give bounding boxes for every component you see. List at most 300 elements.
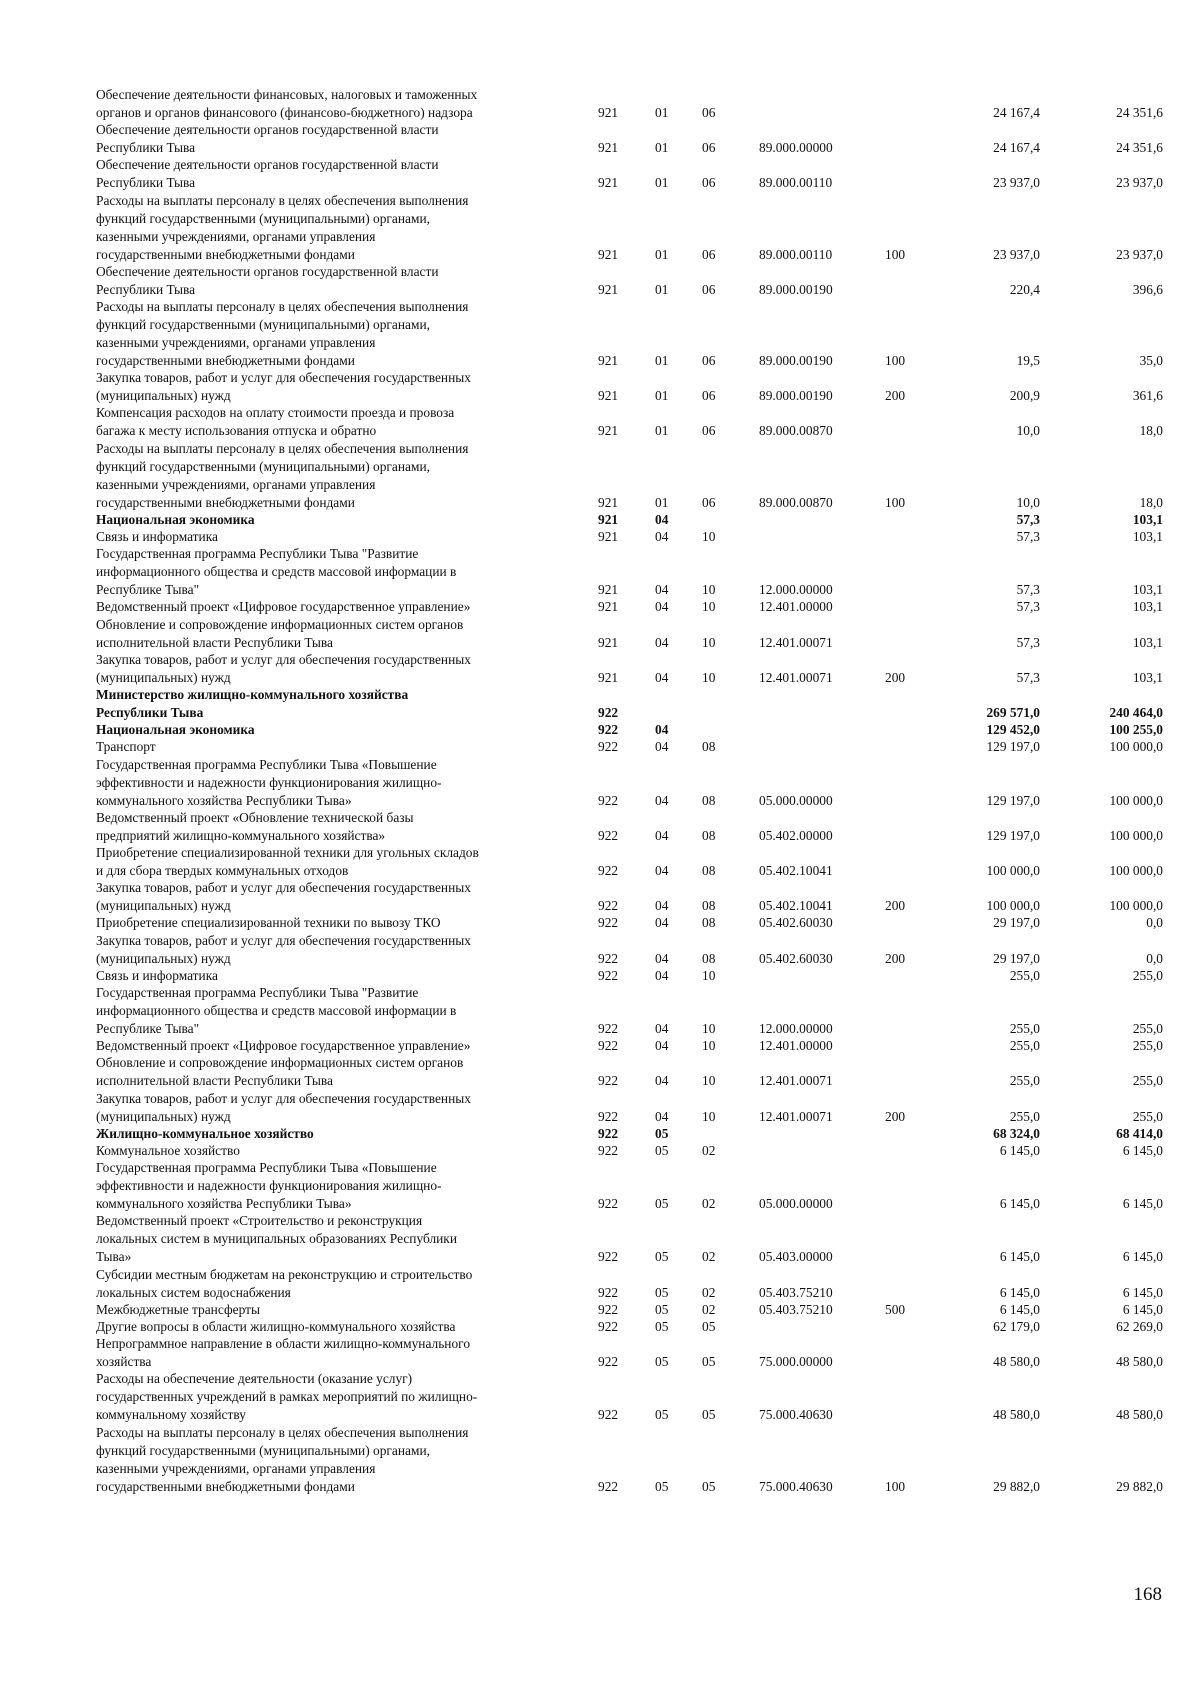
- row-amount-year-1: 29 882,0: [993, 1478, 1040, 1494]
- row-subsection-code: 10: [702, 1108, 716, 1124]
- row-grbs-code: 922: [598, 1196, 619, 1212]
- row-subsection-code: 05: [702, 1354, 716, 1370]
- row-section-code: 04: [655, 722, 669, 738]
- row-section-code: 04: [655, 792, 669, 808]
- row-amount-year-2: 103,1: [1132, 511, 1163, 527]
- row-section-code: 01: [655, 246, 669, 262]
- row-subsection-code: 10: [702, 634, 716, 650]
- row-section-code: 04: [655, 950, 669, 966]
- row-subsection-code: 08: [702, 950, 716, 966]
- row-target-article-code: 89.000.00190: [759, 353, 833, 368]
- row-amount-year-1: 48 580,0: [993, 1407, 1040, 1423]
- table-row: [0, 156, 1200, 192]
- row-target-article-code: 75.000.40630: [759, 1478, 833, 1494]
- row-target-article-code: 75.000.00000: [759, 1354, 833, 1370]
- row-grbs-code: 922: [598, 705, 619, 720]
- row-subsection-code: 08: [702, 915, 716, 931]
- row-amount-year-2: 100 000,0: [1109, 792, 1163, 808]
- row-amount-year-1: 255,0: [1009, 1021, 1040, 1036]
- row-grbs-code: 921: [598, 494, 619, 510]
- row-amount-year-1: 6 145,0: [999, 1301, 1040, 1317]
- row-amount-year-1: 57,3: [1016, 634, 1040, 650]
- row-subsection-code: 02: [702, 1249, 716, 1265]
- table-row: [0, 1054, 1200, 1090]
- row-name: Национальная экономика: [96, 511, 255, 527]
- row-subsection-code: 10: [702, 967, 716, 983]
- row-name: Закупка товаров, работ и услуг для обеспечения государственных (муниципальных) нужд: [96, 932, 471, 966]
- row-section-code: 05: [655, 1478, 669, 1494]
- row-amount-year-1: 129 452,0: [986, 722, 1040, 738]
- row-amount-year-2: 255,0: [1132, 1073, 1163, 1089]
- row-section-code: 04: [655, 511, 669, 527]
- row-amount-year-2: 240 464,0: [1109, 705, 1163, 720]
- table-row: [0, 440, 1200, 512]
- row-amount-year-2: 24 351,6: [1116, 105, 1163, 120]
- row-subsection-code: 06: [702, 105, 716, 120]
- row-amount-year-1: 100 000,0: [986, 898, 1040, 914]
- row-grbs-code: 922: [598, 863, 619, 878]
- row-subsection-code: 08: [702, 739, 716, 755]
- row-expense-type-code: 200: [885, 388, 906, 404]
- table-row: [0, 721, 1200, 739]
- row-target-article-code: 05.000.00000: [759, 792, 833, 808]
- row-target-article-code: 12.401.00000: [759, 1038, 833, 1054]
- row-expense-type-code: 200: [885, 898, 906, 914]
- row-subsection-code: 02: [702, 1301, 716, 1317]
- table-row: [0, 1335, 1200, 1371]
- row-grbs-code: 922: [598, 1125, 619, 1141]
- row-section-code: 04: [655, 863, 669, 878]
- row-name: Жилищно-коммунальное хозяйство: [96, 1125, 314, 1141]
- row-section-code: 05: [655, 1284, 669, 1300]
- row-amount-year-1: 24 167,4: [993, 140, 1040, 156]
- row-name: Обновление и сопровождение информационных систем органов исполнительной власти Республики Тыва: [96, 1055, 464, 1089]
- row-name: Государственная программа Республики Тыва «Повышение эффективности и надежности функционирования жилищно- коммунального хозяйства Республики Тыва»: [96, 756, 442, 808]
- row-amount-year-1: 10,0: [1016, 494, 1040, 510]
- row-subsection-code: 10: [702, 1038, 716, 1054]
- table-row: [0, 404, 1200, 440]
- row-grbs-code: 922: [598, 915, 619, 931]
- table-row: [0, 1142, 1200, 1160]
- row-target-article-code: 89.000.00110: [759, 175, 833, 191]
- table-row: [0, 756, 1200, 810]
- row-target-article-code: 05.403.75210: [759, 1284, 833, 1300]
- row-grbs-code: 921: [598, 599, 619, 615]
- row-amount-year-2: 48 580,0: [1116, 1354, 1163, 1370]
- row-name: Ведомственный проект «Обновление технической базы предприятий жилищно-коммунального хозяйства»: [96, 809, 414, 843]
- row-section-code: 01: [655, 140, 669, 156]
- row-subsection-code: 10: [702, 582, 716, 598]
- row-subsection-code: 05: [702, 1407, 716, 1423]
- row-subsection-code: 08: [702, 863, 716, 878]
- row-subsection-code: 06: [702, 140, 716, 156]
- table-row: [0, 192, 1200, 264]
- row-grbs-code: 922: [598, 1143, 619, 1158]
- table-row: [0, 1301, 1200, 1319]
- row-expense-type-code: 200: [885, 950, 906, 966]
- row-section-code: 05: [655, 1319, 669, 1334]
- row-name: Расходы на выплаты персоналу в целях обеспечения выполнения функций государственными (муниципальными) органами, казенными учреждениями, органами управления государственными внебюджетными фондами: [96, 1424, 469, 1494]
- row-name: Субсидии местным бюджетам на реконструкцию и строительство локальных систем водоснабжения: [96, 1266, 473, 1300]
- table-row: [0, 511, 1200, 529]
- row-grbs-code: 921: [598, 246, 619, 262]
- page-number: 168: [1133, 1584, 1162, 1605]
- row-target-article-code: 05.402.60030: [759, 915, 833, 931]
- row-name: Обеспечение деятельности органов государственной власти Республики Тыва: [96, 122, 439, 156]
- row-grbs-code: 922: [598, 967, 619, 983]
- row-section-code: 04: [655, 582, 669, 598]
- row-section-code: 05: [655, 1125, 669, 1141]
- row-target-article-code: 12.000.00000: [759, 582, 833, 598]
- row-grbs-code: 921: [598, 634, 619, 650]
- row-name: Ведомственный проект «Строительство и реконструкция локальных систем в муниципальных образованиях Республики Тыва»: [96, 1213, 457, 1265]
- row-amount-year-2: 24 351,6: [1116, 140, 1163, 156]
- row-amount-year-2: 255,0: [1132, 1021, 1163, 1036]
- row-section-code: 01: [655, 353, 669, 368]
- row-grbs-code: 921: [598, 423, 619, 439]
- row-amount-year-1: 6 145,0: [999, 1196, 1040, 1212]
- row-subsection-code: 10: [702, 529, 716, 544]
- row-amount-year-2: 0,0: [1146, 950, 1163, 966]
- row-section-code: 05: [655, 1407, 669, 1423]
- table-row: [0, 1266, 1200, 1302]
- row-expense-type-code: 100: [885, 353, 906, 368]
- row-expense-type-code: 200: [885, 669, 906, 685]
- row-amount-year-2: 6 145,0: [1122, 1249, 1163, 1265]
- row-subsection-code: 02: [702, 1284, 716, 1300]
- row-name: Расходы на обеспечение деятельности (оказание услуг) государственных учреждений в рамках мероприятий по жилищно- коммунальному хозяйству: [96, 1371, 478, 1423]
- row-amount-year-1: 269 571,0: [986, 705, 1040, 720]
- row-amount-year-2: 255,0: [1132, 967, 1163, 983]
- row-amount-year-2: 100 255,0: [1109, 722, 1163, 738]
- row-amount-year-1: 68 324,0: [993, 1125, 1040, 1141]
- row-section-code: 01: [655, 175, 669, 191]
- row-target-article-code: 05.403.00000: [759, 1249, 833, 1265]
- row-name: Обеспечение деятельности органов государственной власти Республики Тыва: [96, 157, 439, 191]
- row-subsection-code: 08: [702, 827, 716, 843]
- row-name: Связь и информатика: [96, 967, 218, 983]
- row-section-code: 04: [655, 634, 669, 650]
- row-amount-year-2: 396,6: [1132, 281, 1163, 297]
- row-amount-year-1: 23 937,0: [993, 246, 1040, 262]
- row-amount-year-2: 35,0: [1139, 353, 1163, 368]
- row-expense-type-code: 100: [885, 246, 906, 262]
- row-amount-year-2: 0,0: [1146, 915, 1163, 931]
- row-name: Расходы на выплаты персоналу в целях обеспечения выполнения функций государственными (муниципальными) органами, казенными учреждениями, органами управления государственными внебюджетными фондами: [96, 440, 469, 510]
- row-grbs-code: 922: [598, 827, 619, 843]
- table-row: [0, 1090, 1200, 1126]
- row-amount-year-1: 48 580,0: [993, 1354, 1040, 1370]
- row-name: Приобретение специализированной техники для угольных складов и для сбора твердых коммунальных отходов: [96, 845, 479, 878]
- row-section-code: 04: [655, 915, 669, 931]
- row-grbs-code: 922: [598, 1038, 619, 1054]
- row-grbs-code: 922: [598, 1354, 619, 1370]
- row-grbs-code: 922: [598, 739, 619, 755]
- table-row: [0, 879, 1200, 915]
- row-target-article-code: 12.401.00071: [759, 1108, 833, 1124]
- table-row: [0, 616, 1200, 652]
- row-name: Министерство жилищно-коммунального хозяйства Республики Тыва: [96, 687, 409, 720]
- table-row: [0, 86, 1200, 122]
- row-target-article-code: 05.402.60030: [759, 950, 833, 966]
- row-name: Закупка товаров, работ и услуг для обеспечения государственных (муниципальных) нужд: [96, 370, 471, 404]
- row-amount-year-1: 220,4: [1009, 281, 1040, 297]
- row-name: Обеспечение деятельности органов государственной власти Республики Тыва: [96, 263, 439, 297]
- row-grbs-code: 921: [598, 105, 619, 120]
- row-subsection-code: 06: [702, 246, 716, 262]
- row-amount-year-1: 255,0: [1009, 1073, 1040, 1089]
- row-amount-year-1: 62 179,0: [993, 1319, 1040, 1334]
- row-section-code: 04: [655, 898, 669, 914]
- row-amount-year-1: 255,0: [1009, 1108, 1040, 1124]
- table-row: [0, 1037, 1200, 1055]
- row-subsection-code: 06: [702, 423, 716, 439]
- row-section-code: 05: [655, 1196, 669, 1212]
- row-grbs-code: 922: [598, 722, 619, 738]
- table-row: [0, 738, 1200, 756]
- row-name: Закупка товаров, работ и услуг для обеспечения государственных (муниципальных) нужд: [96, 651, 471, 685]
- row-amount-year-2: 68 414,0: [1116, 1125, 1163, 1141]
- row-amount-year-2: 100 000,0: [1109, 827, 1163, 843]
- row-amount-year-1: 6 145,0: [999, 1249, 1040, 1265]
- table-row: [0, 1424, 1200, 1496]
- row-name: Ведомственный проект «Цифровое государственное управление»: [96, 1038, 471, 1054]
- row-subsection-code: 06: [702, 353, 716, 368]
- row-subsection-code: 06: [702, 494, 716, 510]
- row-target-article-code: 89.000.00190: [759, 388, 833, 404]
- row-target-article-code: 05.402.10041: [759, 863, 833, 878]
- row-expense-type-code: 100: [885, 494, 906, 510]
- row-name: Национальная экономика: [96, 722, 255, 738]
- row-expense-type-code: 200: [885, 1108, 906, 1124]
- row-target-article-code: 05.402.10041: [759, 898, 833, 914]
- row-name: Непрограммное направление в области жилищно-коммунального хозяйства: [96, 1336, 471, 1370]
- row-subsection-code: 06: [702, 281, 716, 297]
- table-row: [0, 984, 1200, 1038]
- row-amount-year-2: 62 269,0: [1116, 1319, 1163, 1334]
- row-grbs-code: 922: [598, 1021, 619, 1036]
- row-name: Обновление и сопровождение информационных систем органов исполнительной власти Республики Тыва: [96, 616, 464, 650]
- row-section-code: 05: [655, 1249, 669, 1265]
- row-amount-year-2: 100 000,0: [1109, 898, 1163, 914]
- row-grbs-code: 922: [598, 1478, 619, 1494]
- row-amount-year-2: 100 000,0: [1109, 739, 1163, 755]
- row-amount-year-2: 6 145,0: [1122, 1196, 1163, 1212]
- row-grbs-code: 921: [598, 140, 619, 156]
- row-amount-year-2: 103,1: [1132, 529, 1163, 544]
- table-row: [0, 914, 1200, 932]
- row-target-article-code: 89.000.00870: [759, 494, 833, 510]
- row-name: Компенсация расходов на оплату стоимости проезда и провоза багажа к месту использования отпуска и обратно: [96, 405, 455, 439]
- row-amount-year-1: 10,0: [1016, 423, 1040, 439]
- row-section-code: 01: [655, 105, 669, 120]
- row-amount-year-2: 103,1: [1132, 582, 1163, 598]
- row-grbs-code: 922: [598, 792, 619, 808]
- row-amount-year-1: 200,9: [1009, 388, 1040, 404]
- row-name: Коммунальное хозяйство: [96, 1143, 240, 1158]
- row-amount-year-2: 103,1: [1132, 669, 1163, 685]
- row-amount-year-1: 255,0: [1009, 1038, 1040, 1054]
- row-target-article-code: 12.401.00000: [759, 599, 833, 615]
- table-row: [0, 528, 1200, 546]
- row-amount-year-1: 129 197,0: [986, 827, 1040, 843]
- row-amount-year-2: 255,0: [1132, 1108, 1163, 1124]
- row-section-code: 04: [655, 827, 669, 843]
- table-row: [0, 1159, 1200, 1213]
- row-amount-year-2: 361,6: [1132, 388, 1163, 404]
- row-section-code: 01: [655, 281, 669, 297]
- row-subsection-code: 06: [702, 388, 716, 404]
- table-row: [0, 809, 1200, 845]
- row-section-code: 04: [655, 1038, 669, 1054]
- table-row: [0, 651, 1200, 687]
- row-amount-year-2: 6 145,0: [1122, 1301, 1163, 1317]
- row-grbs-code: 922: [598, 898, 619, 914]
- row-section-code: 01: [655, 388, 669, 404]
- row-amount-year-2: 23 937,0: [1116, 175, 1163, 191]
- table-row: [0, 932, 1200, 968]
- row-grbs-code: 921: [598, 353, 619, 368]
- table-row: [0, 686, 1200, 722]
- row-amount-year-1: 29 197,0: [993, 915, 1040, 931]
- row-amount-year-1: 29 197,0: [993, 950, 1040, 966]
- row-amount-year-1: 24 167,4: [993, 105, 1040, 120]
- row-grbs-code: 921: [598, 281, 619, 297]
- row-name: Государственная программа Республики Тыва "Развитие информационного общества и средств массовой информации в Республике Тыва": [96, 546, 457, 598]
- row-target-article-code: 75.000.40630: [759, 1407, 833, 1423]
- row-section-code: 04: [655, 599, 669, 615]
- row-grbs-code: 922: [598, 1319, 619, 1334]
- row-name: Расходы на выплаты персоналу в целях обеспечения выполнения функций государственными (муниципальными) органами, казенными учреждениями, органами управления государственными внебюджетными фондами: [96, 299, 469, 368]
- row-grbs-code: 922: [598, 1284, 619, 1300]
- row-grbs-code: 922: [598, 1108, 619, 1124]
- row-name: Транспорт: [96, 739, 156, 755]
- row-target-article-code: 89.000.00000: [759, 140, 833, 156]
- table-row: [0, 1318, 1200, 1336]
- row-target-article-code: 89.000.00870: [759, 423, 833, 439]
- row-grbs-code: 921: [598, 529, 619, 544]
- row-amount-year-1: 100 000,0: [986, 863, 1040, 878]
- table-row: [0, 121, 1200, 157]
- row-target-article-code: 05.402.00000: [759, 827, 833, 843]
- row-subsection-code: 10: [702, 1021, 716, 1036]
- row-section-code: 05: [655, 1354, 669, 1370]
- row-grbs-code: 921: [598, 388, 619, 404]
- row-amount-year-1: 57,3: [1016, 599, 1040, 615]
- row-section-code: 04: [655, 1021, 669, 1036]
- row-name: Государственная программа Республики Тыва "Развитие информационного общества и средств массовой информации в Республике Тыва": [96, 985, 457, 1036]
- row-amount-year-2: 18,0: [1139, 494, 1163, 510]
- row-grbs-code: 922: [598, 1249, 619, 1265]
- row-section-code: 04: [655, 739, 669, 755]
- row-amount-year-1: 57,3: [1016, 511, 1040, 527]
- row-target-article-code: 12.401.00071: [759, 634, 833, 650]
- row-name: Государственная программа Республики Тыва «Повышение эффективности и надежности функционирования жилищно- коммунального хозяйства Республики Тыва»: [96, 1160, 442, 1212]
- table-row: [0, 1212, 1200, 1266]
- table-row: [0, 369, 1200, 405]
- row-grbs-code: 921: [598, 511, 619, 527]
- row-subsection-code: 10: [702, 599, 716, 615]
- row-amount-year-2: 255,0: [1132, 1038, 1163, 1054]
- row-name: Приобретение специализированной техники по вывозу ТКО: [96, 915, 441, 931]
- row-amount-year-2: 6 145,0: [1122, 1284, 1163, 1300]
- row-subsection-code: 06: [702, 175, 716, 191]
- table-row: [0, 598, 1200, 616]
- row-amount-year-1: 6 145,0: [999, 1284, 1040, 1300]
- row-amount-year-1: 57,3: [1016, 529, 1040, 544]
- row-subsection-code: 05: [702, 1319, 716, 1334]
- row-name: Расходы на выплаты персоналу в целях обеспечения выполнения функций государственными (муниципальными) органами, казенными учреждениями, органами управления государственными внебюджетными фондами: [96, 192, 469, 262]
- row-name: Закупка товаров, работ и услуг для обеспечения государственных (муниципальных) нужд: [96, 1090, 471, 1124]
- table-row: [0, 545, 1200, 599]
- row-grbs-code: 921: [598, 175, 619, 191]
- row-name: Межбюджетные трансферты: [96, 1301, 260, 1317]
- row-amount-year-2: 18,0: [1139, 423, 1163, 439]
- row-amount-year-2: 23 937,0: [1116, 246, 1163, 262]
- row-grbs-code: 921: [598, 582, 619, 598]
- row-amount-year-2: 6 145,0: [1122, 1143, 1163, 1158]
- row-amount-year-2: 103,1: [1132, 599, 1163, 615]
- row-name: Закупка товаров, работ и услуг для обеспечения государственных (муниципальных) нужд: [96, 880, 471, 914]
- row-target-article-code: 12.401.00071: [759, 1073, 833, 1089]
- row-amount-year-1: 6 145,0: [999, 1143, 1040, 1158]
- row-subsection-code: 10: [702, 669, 716, 685]
- row-subsection-code: 02: [702, 1143, 716, 1158]
- row-amount-year-2: 48 580,0: [1116, 1407, 1163, 1423]
- row-amount-year-1: 255,0: [1009, 967, 1040, 983]
- row-section-code: 05: [655, 1301, 669, 1317]
- row-name: Связь и информатика: [96, 529, 218, 544]
- table-row: [0, 1370, 1200, 1424]
- row-target-article-code: 12.000.00000: [759, 1021, 833, 1036]
- row-name: Обеспечение деятельности финансовых, налоговых и таможенных органов и органов финансового (финансово-бюджетного) надзора: [96, 87, 478, 120]
- table-row: [0, 967, 1200, 985]
- row-name: Ведомственный проект «Цифровое государственное управление»: [96, 599, 471, 615]
- row-name: Другие вопросы в области жилищно-коммунального хозяйства: [96, 1319, 456, 1334]
- row-target-article-code: 89.000.00110: [759, 246, 833, 262]
- row-amount-year-1: 129 197,0: [986, 739, 1040, 755]
- row-section-code: 01: [655, 423, 669, 439]
- row-amount-year-1: 57,3: [1016, 582, 1040, 598]
- row-section-code: 04: [655, 1073, 669, 1089]
- row-target-article-code: 12.401.00071: [759, 669, 833, 685]
- row-subsection-code: 02: [702, 1196, 716, 1212]
- row-section-code: 05: [655, 1143, 669, 1158]
- table-row: [0, 844, 1200, 880]
- row-grbs-code: 921: [598, 669, 619, 685]
- row-grbs-code: 922: [598, 1073, 619, 1089]
- row-amount-year-2: 103,1: [1132, 634, 1163, 650]
- row-section-code: 04: [655, 529, 669, 544]
- row-section-code: 04: [655, 669, 669, 685]
- row-target-article-code: 89.000.00190: [759, 281, 833, 297]
- row-grbs-code: 922: [598, 1407, 619, 1423]
- row-amount-year-1: 23 937,0: [993, 175, 1040, 191]
- row-expense-type-code: 100: [885, 1478, 906, 1494]
- row-expense-type-code: 500: [885, 1301, 906, 1317]
- row-amount-year-1: 129 197,0: [986, 792, 1040, 808]
- row-section-code: 01: [655, 494, 669, 510]
- table-row: [0, 263, 1200, 299]
- row-grbs-code: 922: [598, 1301, 619, 1317]
- row-subsection-code: 08: [702, 792, 716, 808]
- row-subsection-code: 05: [702, 1478, 716, 1494]
- row-amount-year-2: 29 882,0: [1116, 1478, 1163, 1494]
- row-amount-year-2: 100 000,0: [1109, 863, 1163, 878]
- row-target-article-code: 05.403.75210: [759, 1301, 833, 1317]
- row-section-code: 04: [655, 1108, 669, 1124]
- row-subsection-code: 08: [702, 898, 716, 914]
